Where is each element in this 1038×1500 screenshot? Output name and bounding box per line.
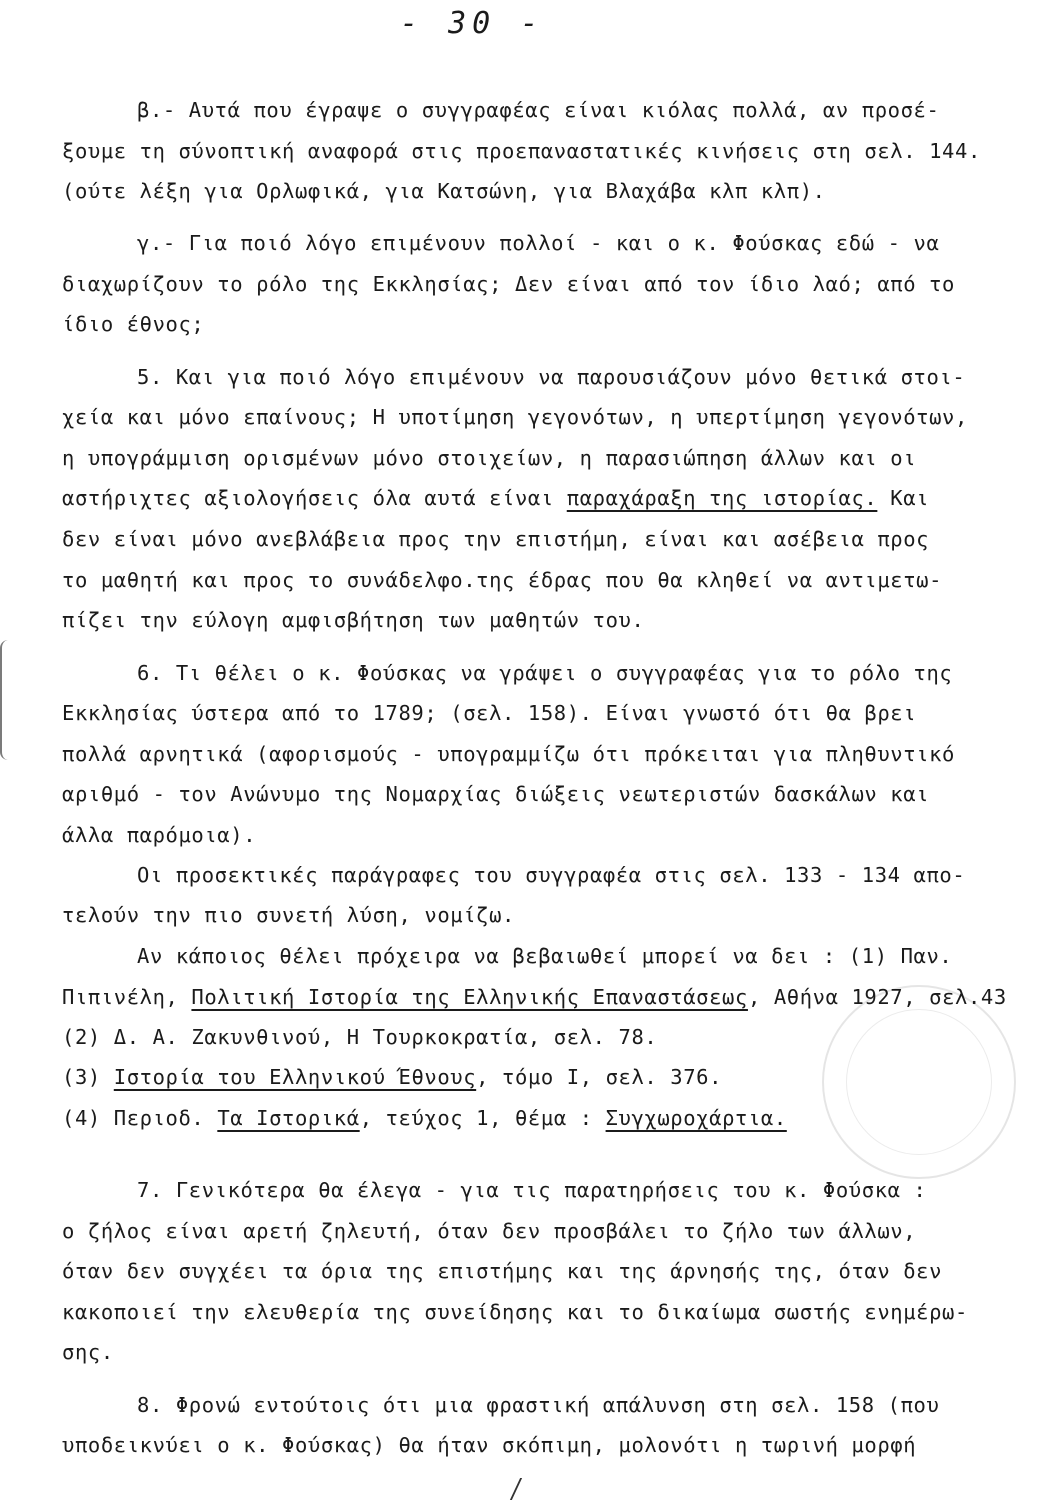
page-edge: [0, 640, 10, 760]
underlined-text: Τα Ιστορικά: [217, 1106, 360, 1130]
text-run: πολλά αρνητικά (αφορισμούς - υπογραμμίζω ότι πρόκειται για πληθυντικό: [62, 742, 956, 766]
text-run: κακοποιεί την ελευθερία της συνείδησης και το δικαίωμα σωστής ενημέρω-: [62, 1300, 968, 1324]
text-run: Οι προσεκτικές παράγραφες του συγγραφέα στις σελ. 133 - 134 απο-: [137, 863, 966, 887]
text-run: γ.- Για ποιό λόγο επιμένουν πολλοί - και ο κ. Φούσκας εδώ - να: [137, 231, 940, 255]
text-run: (2) Δ. Α. Ζακυνθινού, Η Τουρκοκρατία, σελ. 78.: [62, 1025, 658, 1049]
pen-mark: [510, 1478, 536, 1500]
text-run: αστήριχτες αξιολογήσεις όλα αυτά είναι: [62, 486, 567, 510]
text-line: [62, 269, 955, 299]
text-line: [62, 176, 826, 206]
text-line: [62, 1216, 916, 1246]
text-line: [62, 739, 955, 769]
text-line: [62, 1337, 114, 1367]
text-line: [62, 900, 515, 930]
text-line: [62, 1022, 657, 1052]
text-run: , Αθήνα 1927, σελ.43: [747, 985, 1007, 1009]
text-line: [62, 1430, 916, 1460]
text-line: [137, 362, 965, 392]
text-line: [62, 402, 968, 432]
text-run: 6. Τι θέλει ο κ. Φούσκας να γράψει ο συγγραφέας για το ρόλο της: [137, 661, 953, 685]
underlined-text: Ιστορία του Ελληνικού Έθνους: [113, 1065, 477, 1089]
text-run: διαχωρίζουν το ρόλο της Εκκλησίας; Δεν είναι από τον ίδιο λαό; από το: [62, 272, 956, 296]
page-number: - 30 -: [400, 6, 545, 41]
underlined-text: Συγχωροχάρτια.: [605, 1106, 787, 1130]
text-line: [62, 136, 981, 166]
text-line: [62, 605, 644, 635]
text-run: δεν είναι μόνο ανεβλάβεια προς την επιστήμη, είναι και ασέβεια προς: [62, 527, 930, 551]
text-line: [137, 95, 939, 125]
text-run: τελούν την πιο συνετή λύση, νομίζω.: [62, 903, 515, 927]
text-run: το μαθητή και προς το συνάδελφο.της έδρας που θα κληθεί να αντιμετω-: [62, 568, 943, 592]
text-run: 5. Και για ποιό λόγο επιμένουν να παρουσιάζουν μόνο θετικά στοι-: [137, 365, 966, 389]
text-line: [62, 483, 929, 513]
text-run: άλλα παρόμοια).: [62, 823, 257, 847]
text-run: υποδεικνύει ο κ. Φούσκας) θα ήταν σκόπιμη, μολονότι η τωρινή μορφή: [62, 1433, 917, 1457]
text-line: [137, 941, 952, 971]
text-run: όταν δεν συγχέει τα όρια της επιστήμης και της άρνησής της, όταν δεν: [62, 1259, 943, 1283]
text-run: Πιπινέλη,: [62, 985, 192, 1009]
text-line: [62, 820, 256, 850]
underlined-text: Πολιτική Ιστορία της Ελληνικής Επαναστάσεως: [191, 985, 748, 1009]
text-line: [62, 524, 929, 554]
text-line: [62, 1103, 787, 1133]
text-run: (4) Περιοδ.: [62, 1106, 218, 1130]
text-run: χεία και μόνο επαίνους; Η υποτίμηση γεγονότων, η υπερτίμηση γεγονότων,: [62, 405, 968, 429]
text-run: Εκκλησίας ύστερα από το 1789; (σελ. 158). Είναι γνωστό ότι θα βρει: [62, 701, 917, 725]
text-run: ίδιο έθνος;: [62, 312, 205, 336]
text-run: αριθμό - τον Ανώνυμο της Νομαρχίας διώξεις νεωτεριστών δασκάλων και: [62, 782, 930, 806]
text-line: [137, 1175, 926, 1205]
text-line: [137, 1390, 939, 1420]
text-run: Και: [877, 486, 930, 510]
library-stamp: [822, 985, 1016, 1179]
text-line: [62, 779, 929, 809]
text-run: ξουμε τη σύνοπτική αναφορά στις προεπαναστατικές κινήσεις στη σελ. 144.: [62, 139, 981, 163]
text-line: [62, 565, 942, 595]
text-line: [62, 982, 1007, 1012]
text-run: (ούτε λέξη για Ορλωφικά, για Κατσώνη, για Βλαχάβα κλπ κλπ).: [62, 179, 826, 203]
text-line: [62, 1297, 968, 1327]
text-run: σης.: [62, 1340, 114, 1364]
text-run: Αν κάποιος θέλει πρόχειρα να βεβαιωθεί μπορεί να δει : (1) Παν.: [137, 944, 953, 968]
text-line: [62, 1062, 722, 1092]
text-line: [137, 658, 952, 688]
text-line: [137, 860, 965, 890]
text-run: 7. Γενικότερα θα έλεγα - για τις παρατηρήσεις του κ. Φούσκα :: [137, 1178, 927, 1202]
text-line: [62, 443, 916, 473]
text-line: [62, 1256, 942, 1286]
text-run: , τεύχος 1, θέμα :: [359, 1106, 606, 1130]
text-run: ο ζήλος είναι αρετή ζηλευτή, όταν δεν προσβάλει το ζήλο των άλλων,: [62, 1219, 917, 1243]
text-run: (3): [62, 1065, 114, 1089]
text-line: [62, 309, 204, 339]
text-line: [62, 698, 916, 728]
text-run: β.- Αυτά που έγραψε ο συγγραφέας είναι κιόλας πολλά, αν προσέ-: [137, 98, 940, 122]
text-run: 8. Φρονώ εντούτοις ότι μια φραστική απάλυνση στη σελ. 158 (που: [137, 1393, 940, 1417]
text-run: , τόμο Ι, σελ. 376.: [476, 1065, 723, 1089]
underlined-text: παραχάραξη της ιστορίας.: [566, 486, 878, 510]
text-run: πίζει την εύλογη αμφισβήτηση των μαθητών του.: [62, 608, 645, 632]
text-line: [137, 228, 939, 258]
text-run: η υπογράμμιση ορισμένων μόνο στοιχείων, η παρασιώπηση άλλων και οι: [62, 446, 917, 470]
